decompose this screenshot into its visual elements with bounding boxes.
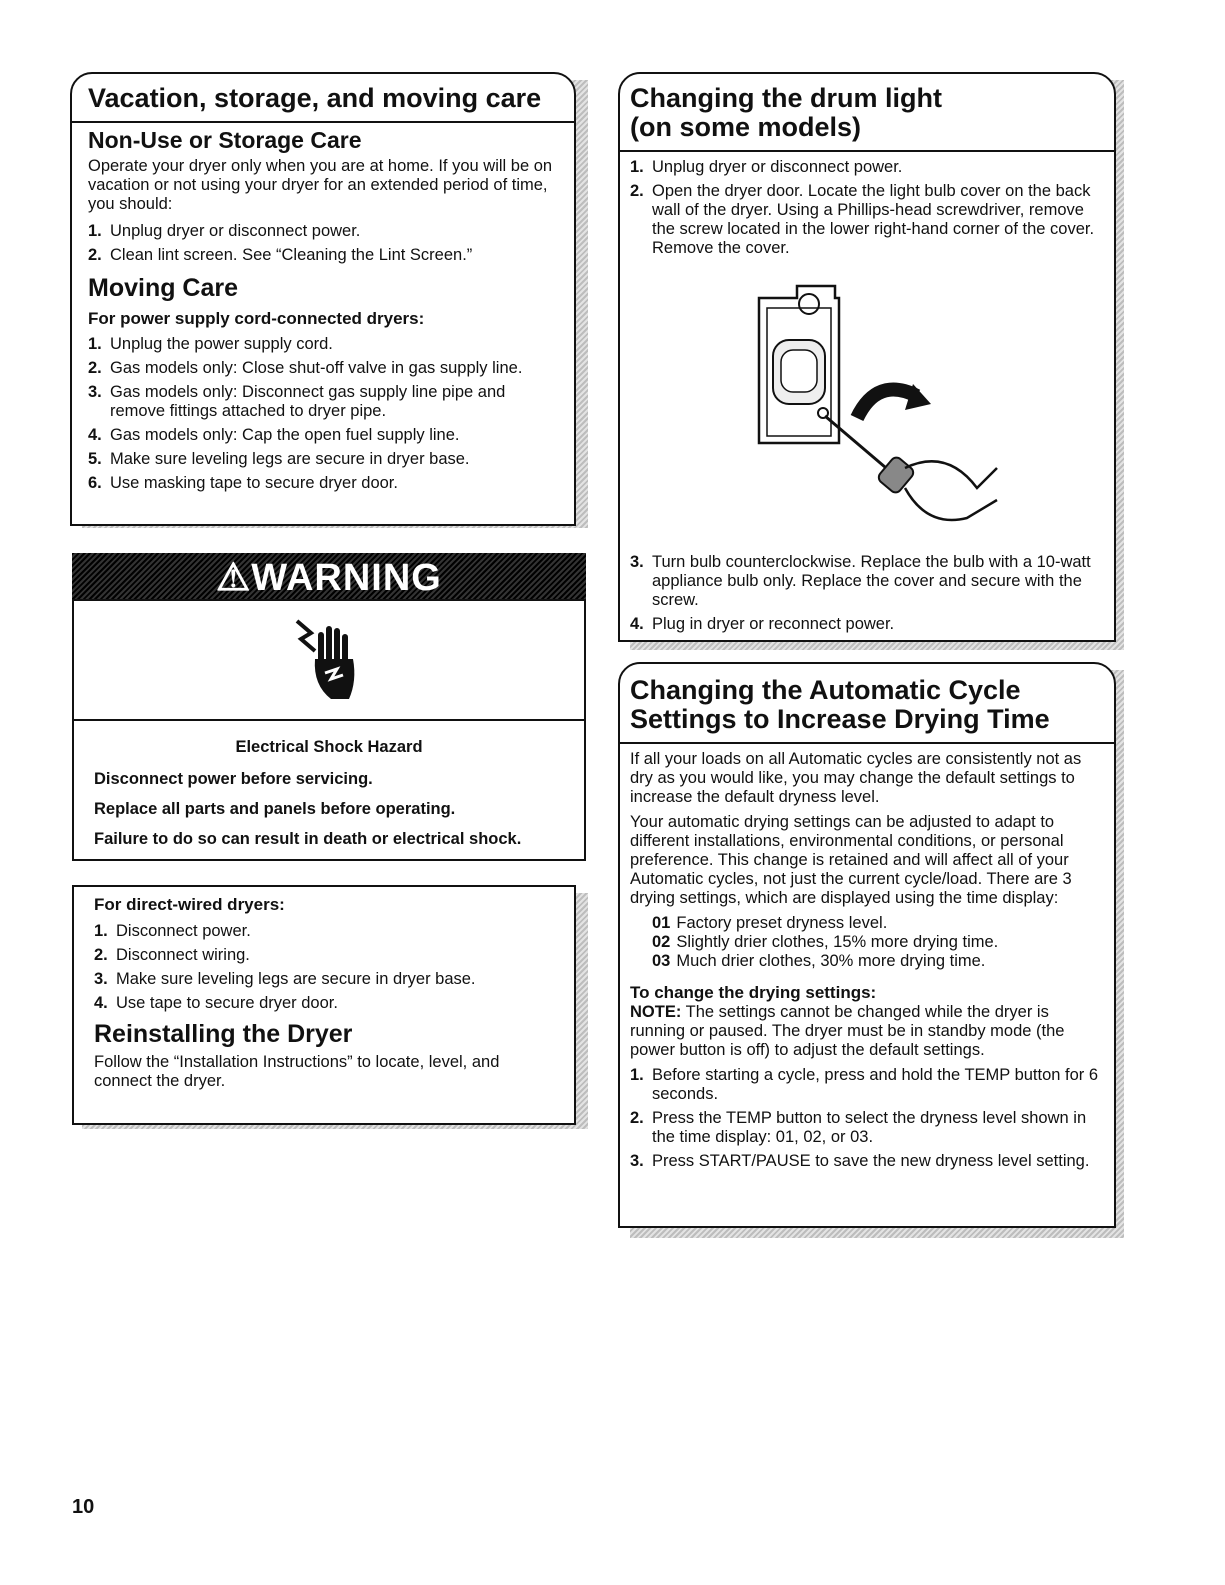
setting-item: 01 Factory preset dryness level. (652, 914, 888, 932)
warning-banner: ⚠WARNING (72, 553, 586, 601)
list-item: 1. Unplug dryer or disconnect power. (88, 222, 361, 240)
list-item: 1. Disconnect power. (94, 922, 251, 940)
list-item: 4. Plug in dryer or reconnect power. (630, 615, 895, 633)
reinstall-heading: Reinstalling the Dryer (94, 1020, 353, 1048)
warning-triangle-icon: ⚠ (216, 557, 252, 599)
list-item: 2. Disconnect wiring. (94, 946, 250, 964)
list-item: 1. Unplug dryer or disconnect power. (630, 158, 903, 176)
list-item: 4. Gas models only: Cap the open fuel supply line. (88, 426, 460, 444)
warning-box (72, 599, 586, 861)
hazard-title: Electrical Shock Hazard (235, 738, 423, 756)
list-item: 3. Gas models only: Disconnect gas supply line pipe and remove fittings attached to dryer pipe. (88, 383, 506, 420)
drum-title-line1: Changing the drum light (630, 83, 942, 113)
drum-title-line2: (on some models) (630, 112, 862, 142)
setting-item: 03 Much drier clothes, 30% more drying time. (652, 952, 986, 970)
auto-title-line2: Settings to Increase Drying Time (630, 704, 1050, 734)
list-item: 6. Use masking tape to secure dryer door. (88, 474, 398, 492)
page-number: 10 (72, 1496, 95, 1518)
direct-heading: For direct-wired dryers: (94, 895, 285, 914)
auto-para-1: If all your loads on all Automatic cycles are consistently not as dry as you would like, you may change the default settings to increase the default dryness level. (630, 750, 1082, 806)
auto-title-line1: Changing the Automatic Cycle (630, 675, 1021, 705)
vacation-title: Vacation, storage, and moving care (88, 83, 542, 113)
shock-hazard-icon (74, 601, 584, 721)
nonuse-text: Operate your dryer only when you are at home. If you will be on vacation or not using your dryer for an extended period of time, you should: (88, 157, 553, 213)
list-item: 4. Use tape to secure dryer door. (94, 994, 338, 1012)
cord-steps (88, 335, 560, 493)
list-item: 2. Press the TEMP button to select the dryness level shown in the time display: 01, 02, or 03. (630, 1109, 1087, 1146)
list-item: 1. Unplug the power supply cord. (88, 335, 333, 353)
list-item: 3. Turn bulb counterclockwise. Replace the bulb with a 10-watt appliance bulb only. Replace the cover and secure with the screw. (630, 553, 1091, 609)
cord-heading: For power supply cord-connected dryers: (88, 309, 425, 328)
drum-steps-a (630, 158, 1104, 258)
list-item: 1. Before starting a cycle, press and hold the TEMP button for 6 seconds. (630, 1066, 1099, 1103)
auto-cycle-section (618, 662, 1116, 1228)
drum-steps-b (630, 553, 1104, 634)
warning-line-3: Failure to do so can result in death or electrical shock. (94, 830, 522, 848)
direct-steps (94, 922, 560, 1013)
bulb-cover-illustration (630, 263, 1104, 553)
list-item: 5. Make sure leveling legs are secure in dryer base. (88, 450, 470, 468)
warning-line-1: Disconnect power before servicing. (94, 770, 373, 788)
list-item: 2. Clean lint screen. See “Cleaning the Lint Screen.” (88, 246, 473, 264)
nonuse-heading: Non-Use or Storage Care (88, 127, 362, 153)
moving-heading: Moving Care (88, 274, 239, 302)
list-item: 3. Press START/PAUSE to save the new dryness level setting. (630, 1152, 1090, 1170)
note: NOTE: The settings cannot be changed while the dryer is running or paused. The dryer must be in standby mode (the power button is off) to adjust the default settings. (630, 1003, 1065, 1059)
drum-light-section (618, 72, 1116, 642)
list-item: 2. Open the dryer door. Locate the light bulb cover on the back wall of the dryer. Using a Phillips-head screwdriver, remove the screw located in the lower right-hand corner of the cover. Remove the cover. (630, 182, 1095, 257)
list-item: 3. Make sure leveling legs are secure in dryer base. (94, 970, 476, 988)
direct-wired-section (72, 885, 576, 1125)
change-heading: To change the drying settings: (630, 983, 877, 1002)
nonuse-steps (88, 222, 560, 265)
auto-para-2: Your automatic drying settings can be adjusted to adapt to different installations, environmental conditions, or personal preference. This change is retained and will affect all of your Automatic cycles, not just the current cycle/load. There are 3 drying settings, which are displayed using the time display: (630, 813, 1072, 907)
change-steps (630, 1066, 1104, 1171)
reinstall-text: Follow the “Installation Instructions” to locate, level, and connect the dryer. (94, 1053, 500, 1090)
setting-item: 02 Slightly drier clothes, 15% more drying time. (652, 933, 999, 951)
warning-line-2: Replace all parts and panels before operating. (94, 800, 456, 818)
list-item: 2. Gas models only: Close shut-off valve in gas supply line. (88, 359, 523, 377)
vacation-section (70, 72, 576, 526)
